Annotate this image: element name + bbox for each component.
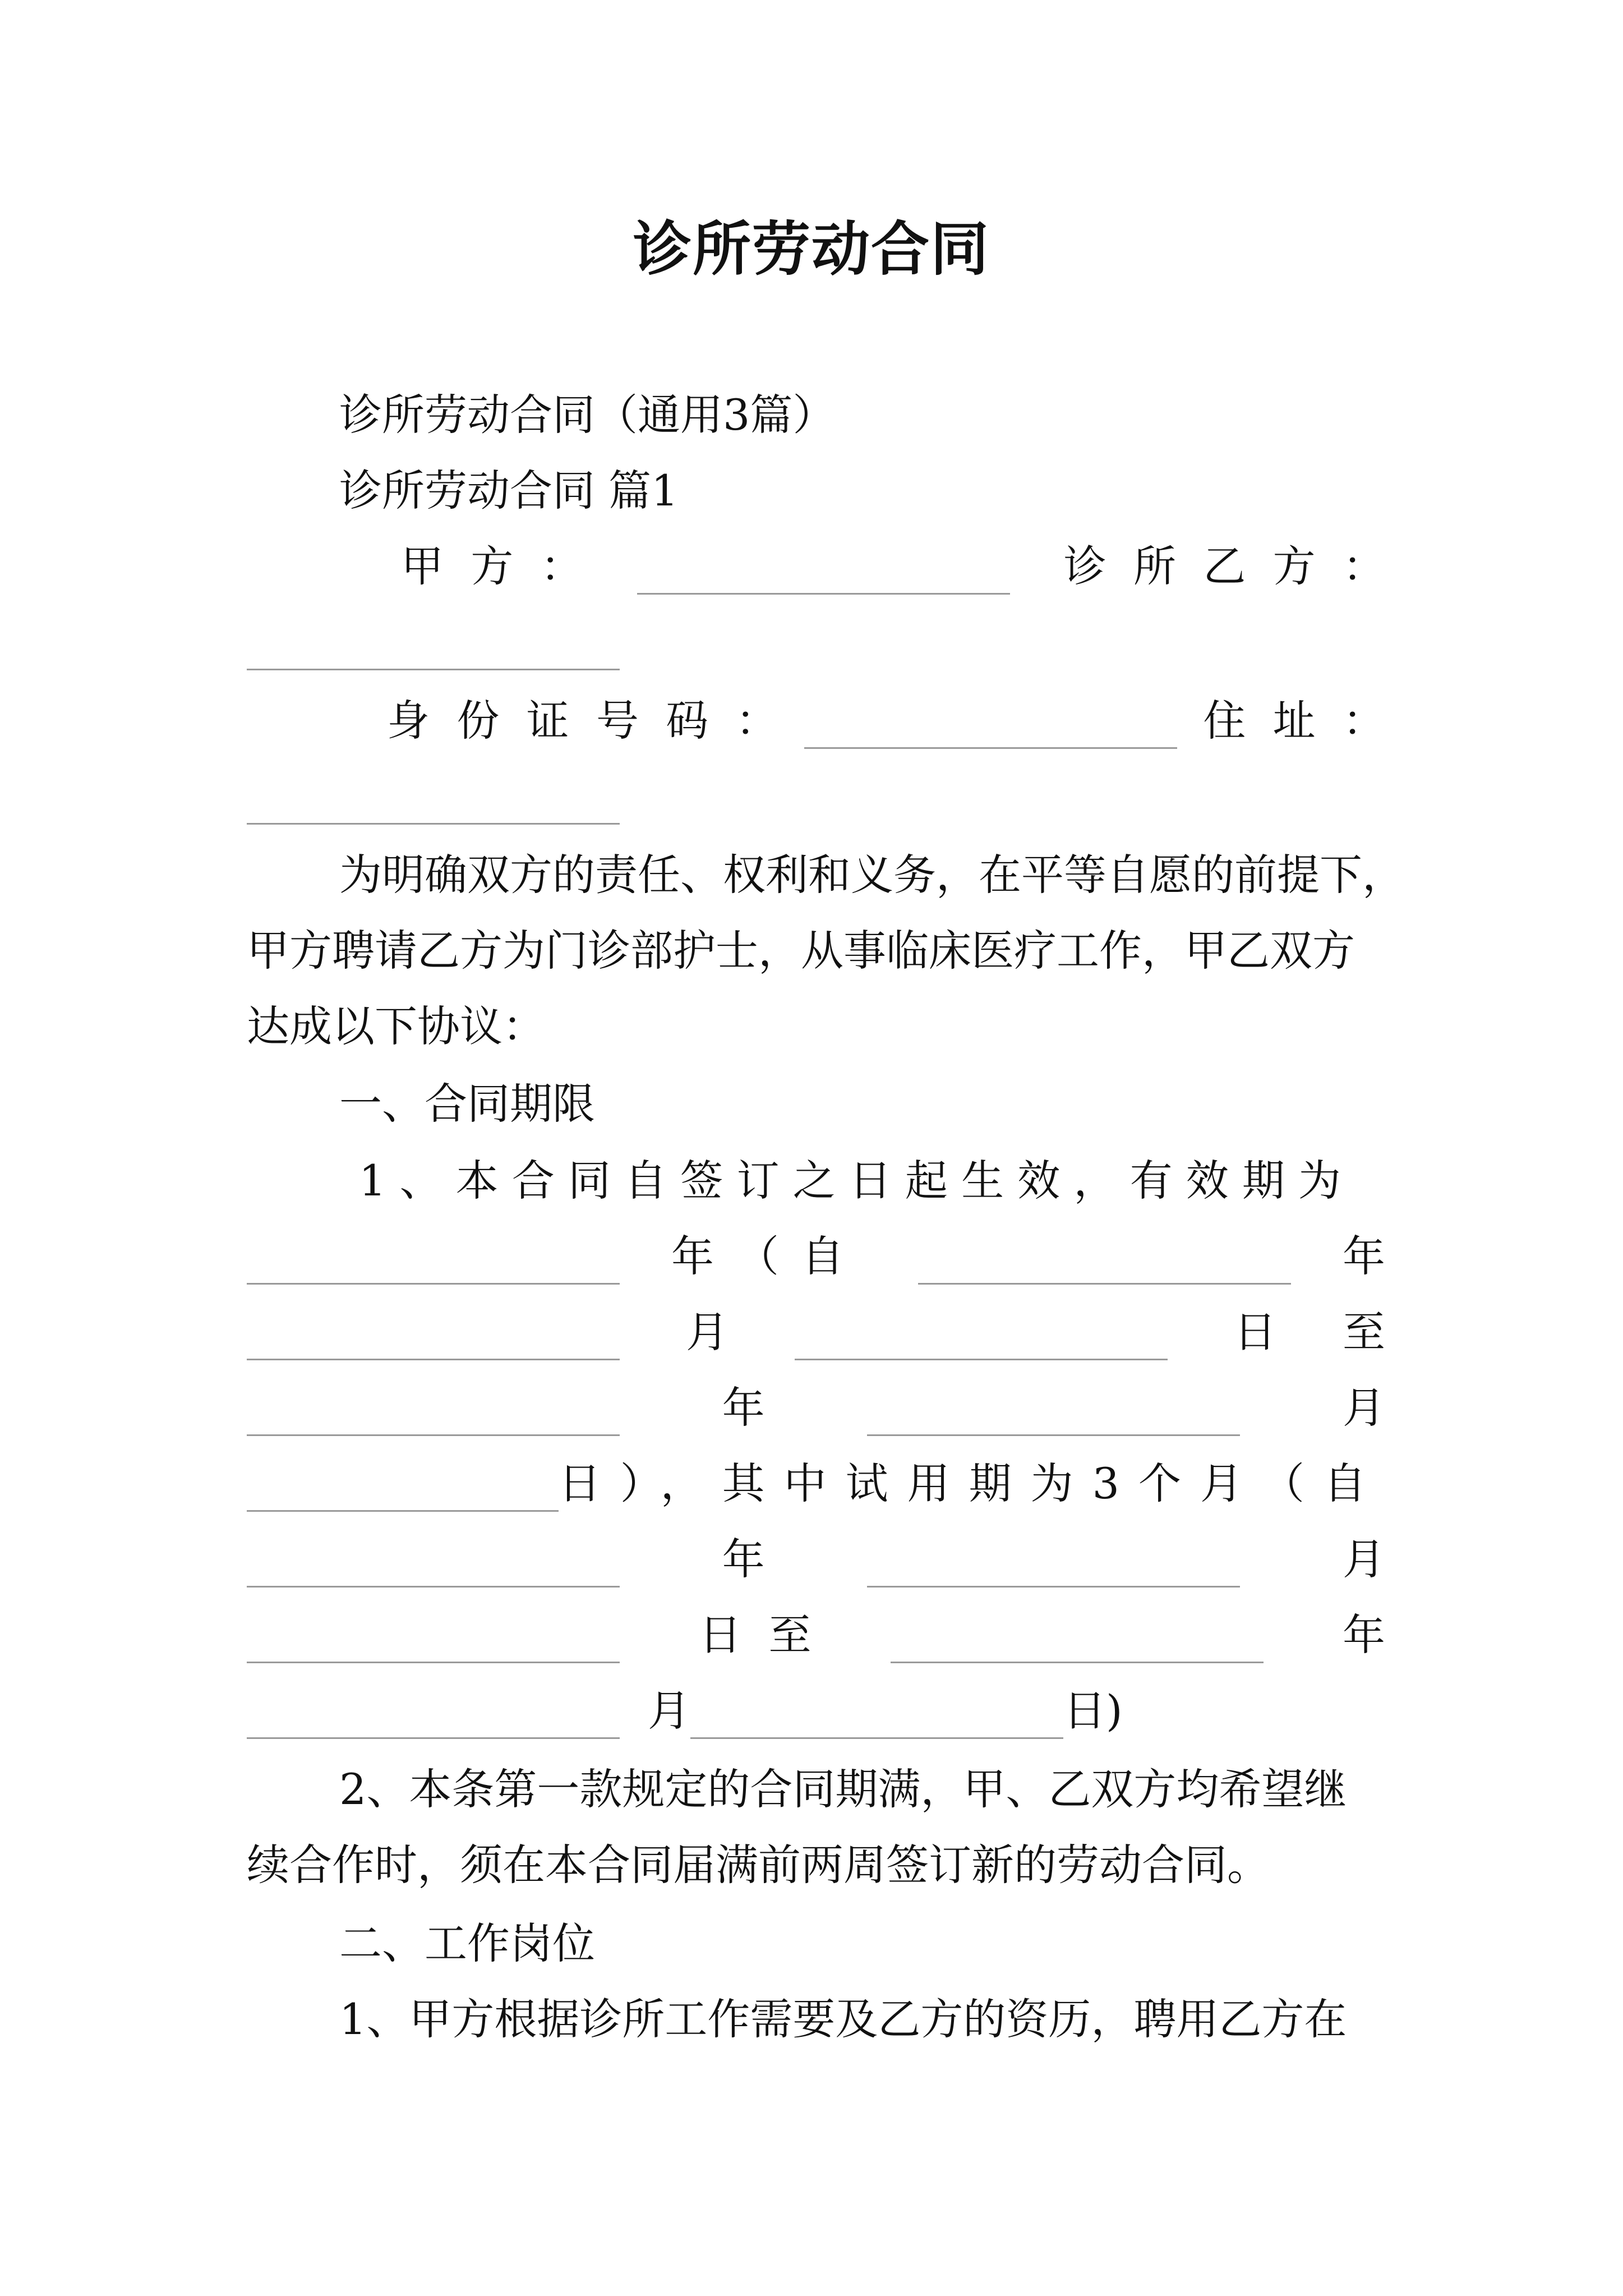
id-number-label: 身 份 证 号 码 ： bbox=[387, 696, 778, 746]
blank-term-years[interactable] bbox=[247, 1249, 620, 1285]
to-text: 至 bbox=[1343, 1307, 1385, 1357]
month-text-2: 月 bbox=[1342, 1383, 1385, 1433]
blank-probation-end-month[interactable] bbox=[247, 1704, 620, 1739]
clause-1-2-line-1: 2、本条第一款规定的合同期满，甲、乙双方均希望继 bbox=[339, 1764, 1347, 1814]
party-b-blank-row bbox=[247, 614, 1385, 670]
party-line bbox=[401, 539, 1385, 595]
section-2-heading: 二、工作岗位 bbox=[339, 1918, 595, 1968]
month-text-4: 月 bbox=[648, 1686, 690, 1736]
section-1-heading: 一、合同期限 bbox=[339, 1079, 595, 1129]
day-end-text: 日) bbox=[1063, 1686, 1123, 1736]
year-text-4: 年 bbox=[1342, 1610, 1385, 1660]
document-title: 诊所劳动合同 bbox=[633, 214, 990, 283]
day-to-text: 日 至 bbox=[699, 1610, 811, 1660]
date-row-1 bbox=[247, 1228, 1385, 1285]
blank-end-year[interactable] bbox=[247, 1401, 620, 1436]
address-blank-row bbox=[247, 769, 1385, 825]
intro-line-2: 甲方聘请乙方为门诊部护士，从事临床医疗工作，甲乙双方 bbox=[247, 926, 1355, 976]
date-row-6 bbox=[247, 1607, 1385, 1663]
party-b-blank[interactable] bbox=[247, 635, 620, 670]
intro-line-1: 为明确双方的责任、权利和义务，在平等自愿的前提下， bbox=[339, 850, 1405, 900]
date-row-3 bbox=[247, 1380, 1385, 1436]
blank-start-year[interactable] bbox=[918, 1249, 1291, 1285]
date-row-7 bbox=[247, 1683, 1385, 1739]
subtitle-all: 诊所劳动合同（通用3篇） bbox=[339, 390, 836, 440]
year-from-text: 年（自 bbox=[671, 1231, 866, 1281]
id-number-blank[interactable] bbox=[804, 714, 1177, 749]
subtitle-part-1: 诊所劳动合同 篇1 bbox=[339, 466, 679, 516]
date-row-4 bbox=[247, 1456, 1385, 1512]
address-blank[interactable] bbox=[247, 789, 620, 825]
clause-1-1: 1 、 本 合 同 自 签 订 之 日 起 生 效 ， 有 效 期 为 bbox=[359, 1156, 1341, 1205]
party-a-blank[interactable] bbox=[637, 559, 1010, 595]
clinic-party-b-label: 诊 所 乙 方 ： bbox=[1063, 541, 1385, 591]
day-text: 日 bbox=[1234, 1307, 1276, 1357]
blank-start-day[interactable] bbox=[795, 1325, 1168, 1360]
date-row-5 bbox=[247, 1531, 1385, 1588]
blank-end-day[interactable] bbox=[247, 1476, 559, 1512]
address-label: 住 址 ： bbox=[1203, 696, 1385, 746]
blank-start-month[interactable] bbox=[247, 1325, 620, 1360]
blank-probation-start-year[interactable] bbox=[247, 1552, 620, 1588]
clause-2-1: 1、甲方根据诊所工作需要及乙方的资历，聘用乙方在 bbox=[339, 1994, 1347, 2044]
year-text: 年 bbox=[1343, 1231, 1385, 1281]
month-text-3: 月 bbox=[1342, 1534, 1385, 1584]
date-row-2 bbox=[247, 1304, 1385, 1360]
blank-probation-end-day[interactable] bbox=[690, 1704, 1063, 1739]
intro-line-3: 达成以下协议： bbox=[247, 1001, 545, 1051]
year-text-2: 年 bbox=[722, 1383, 765, 1433]
clause-1-2-line-2: 续合作时，须在本合同届满前两周签订新的劳动合同。 bbox=[247, 1840, 1270, 1890]
blank-end-month[interactable] bbox=[867, 1401, 1240, 1436]
year-text-3: 年 bbox=[722, 1534, 765, 1584]
blank-probation-start-month[interactable] bbox=[867, 1552, 1240, 1588]
party-a-label: 甲 方 ： bbox=[401, 541, 583, 591]
blank-probation-end-year[interactable] bbox=[891, 1628, 1264, 1663]
blank-probation-start-day[interactable] bbox=[247, 1628, 620, 1663]
probation-text: 日），其中试用期为3个月（自 bbox=[558, 1458, 1385, 1508]
id-line bbox=[387, 693, 1385, 749]
month-text: 月 bbox=[686, 1307, 728, 1357]
